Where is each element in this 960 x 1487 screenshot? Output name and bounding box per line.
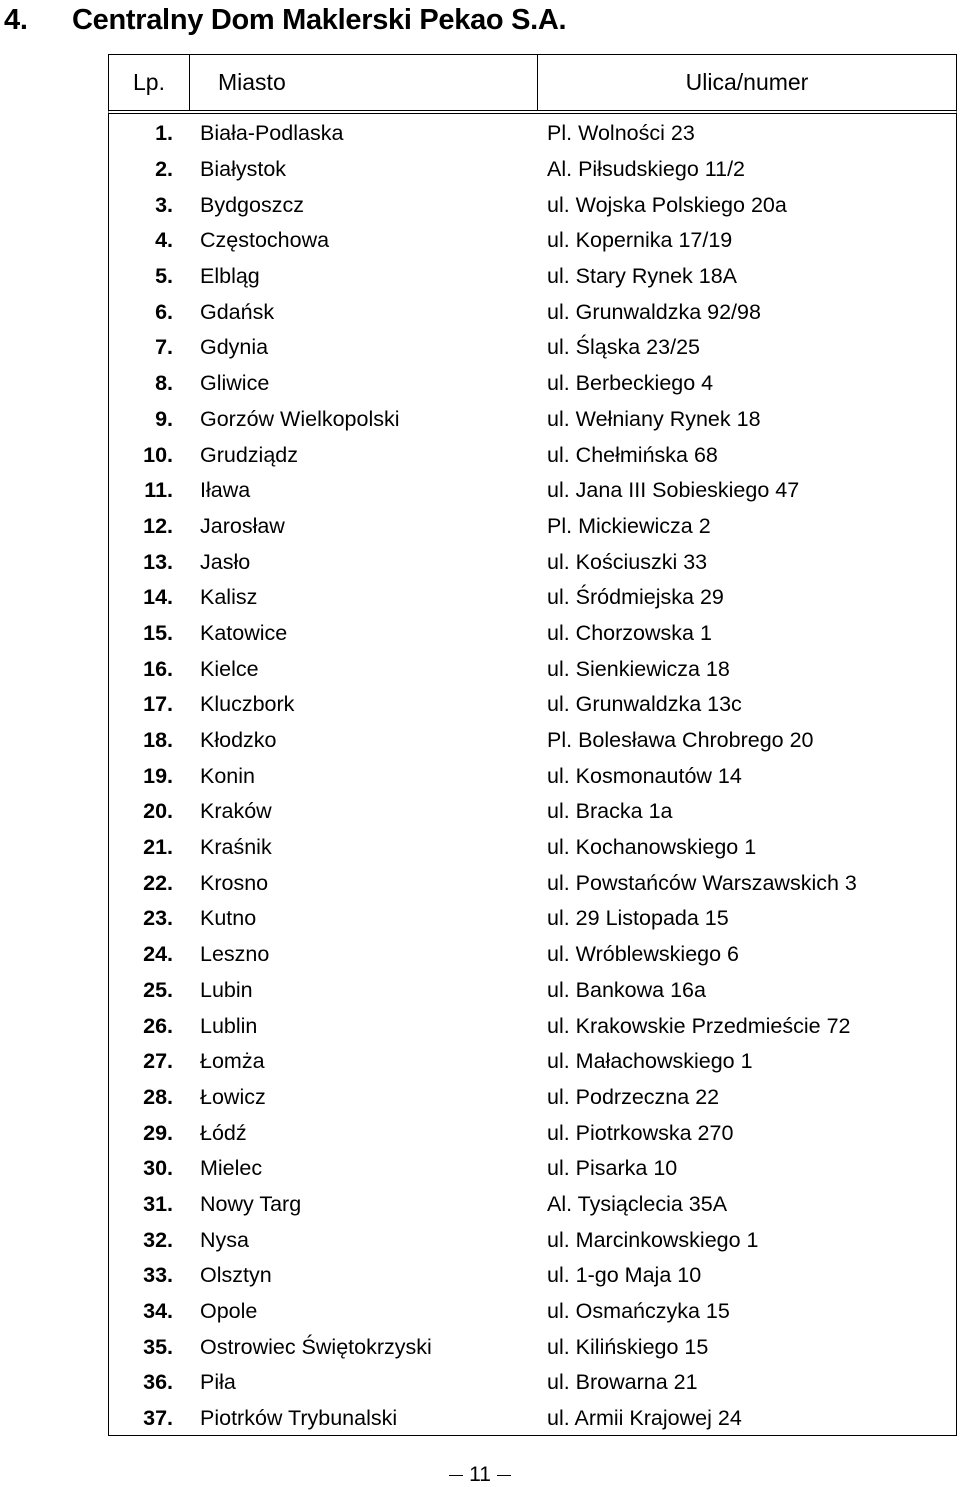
row-city: Nysa [200,1227,249,1252]
row-number: 32. [143,1227,173,1252]
row-number: 24. [143,942,173,967]
row-number: 8. [155,371,173,396]
row-number: 26. [143,1013,173,1038]
row-city: Kielce [200,656,259,681]
row-street: ul. Marcinkowskiego 1 [547,1227,759,1252]
row-city: Elbląg [200,264,260,289]
row-number: 4. [155,228,173,253]
table-row [109,1365,956,1401]
page-footer [0,1463,960,1487]
table-row [109,616,956,652]
row-city: Konin [200,763,255,788]
table-row [109,366,956,402]
row-city: Łowicz [200,1084,266,1109]
row-city: Kłodzko [200,728,277,753]
table-row [109,937,956,973]
row-number: 1. [155,121,173,146]
table-row [109,437,956,473]
table-row [109,1044,956,1080]
row-street: Al. Tysiąclecia 35A [547,1191,728,1216]
row-city: Kraśnik [200,835,272,860]
row-number: 19. [143,763,173,788]
row-street: ul. Małachowskiego 1 [547,1049,753,1074]
row-number: 27. [143,1049,173,1074]
section-number: 4. [4,4,28,36]
row-number: 25. [143,977,173,1002]
row-city: Jarosław [200,513,285,538]
row-street: ul. Osmańczyka 15 [547,1299,730,1324]
table-row [109,687,956,723]
row-street: ul. Bracka 1a [547,799,673,824]
row-number: 6. [155,299,173,324]
table-row [109,152,956,188]
row-number: 11. [144,478,173,503]
table-row [109,473,956,509]
table-row [109,294,956,330]
row-street: ul. 1-go Maja 10 [547,1263,702,1288]
row-number: 14. [143,585,173,610]
row-street: ul. Kochanowskiego 1 [547,835,757,860]
row-street: ul. Podrzeczna 22 [547,1084,720,1109]
row-city: Piła [200,1370,236,1395]
row-city: Mielec [200,1156,263,1181]
column-header-lp: Lp. [109,55,190,110]
footer-dash-right [497,1475,511,1476]
row-city: Gorzów Wielkopolski [200,406,400,431]
footer-dash-left [449,1475,463,1476]
row-city: Białystok [200,157,287,182]
row-number: 3. [155,192,173,217]
row-number: 5. [155,264,173,289]
row-street: ul. Piotrkowska 270 [547,1120,734,1145]
row-city: Olsztyn [200,1263,272,1288]
row-number: 20. [143,799,173,824]
branch-table [108,114,957,1436]
row-city: Krosno [200,870,269,895]
page-number: 11 [469,1463,491,1486]
table-row [109,259,956,295]
row-number: 21. [143,835,173,860]
row-city: Jasło [200,549,251,574]
row-city: Gdynia [200,335,269,360]
row-street: ul. Berbeckiego 4 [547,371,714,396]
row-street: ul. Śląska 23/25 [547,335,700,360]
row-number: 37. [143,1406,173,1431]
table-row [109,1222,956,1258]
table-row [109,1258,956,1294]
row-number: 12. [143,513,173,538]
table-row [109,509,956,545]
row-street: ul. 29 Listopada 15 [547,906,729,931]
row-city: Lublin [200,1013,258,1038]
table-row [109,794,956,830]
table-row [109,116,956,152]
row-number: 10. [143,442,173,467]
row-number: 17. [143,692,173,717]
row-street: Pl. Bolesława Chrobrego 20 [547,728,814,753]
row-number: 28. [143,1084,173,1109]
row-street: ul. Browarna 21 [547,1370,698,1395]
table-row [109,1080,956,1116]
row-city: Bydgoszcz [200,192,304,217]
row-street: ul. Chełmińska 68 [547,442,718,467]
row-number: 13. [143,549,173,574]
row-number: 36. [143,1370,173,1395]
row-number: 29. [143,1120,173,1145]
table-row [109,1115,956,1151]
column-header-street: Ulica/numer [685,69,809,95]
table-row [109,865,956,901]
row-number: 7. [155,335,173,360]
row-number: 30. [143,1156,173,1181]
row-street: ul. Pisarka 10 [547,1156,678,1181]
column-header-city: Miasto [190,55,538,110]
row-city: Kalisz [200,585,258,610]
table-row [109,973,956,1009]
table-row [109,223,956,259]
row-city: Nowy Targ [200,1191,302,1216]
row-street: ul. Powstańców Warszawskich 3 [547,870,857,895]
row-city: Lubin [200,977,253,1002]
row-street: ul. Sienkiewicza 18 [547,656,730,681]
table-row [109,1401,956,1437]
table-row [109,1329,956,1365]
row-number: 34. [143,1299,173,1324]
row-number: 35. [143,1334,173,1359]
row-number: 2. [155,157,173,182]
row-number: 33. [143,1263,173,1288]
table-row [109,402,956,438]
row-street: ul. Grunwaldzka 13c [547,692,742,717]
table-row [109,830,956,866]
row-city: Iława [200,478,251,503]
section-heading [4,2,566,38]
row-street: ul. Jana III Sobieskiego 47 [547,478,800,503]
row-city: Kluczbork [200,692,295,717]
table-row [109,1151,956,1187]
table-row [109,187,956,223]
row-street: ul. Wojska Polskiego 20a [547,192,787,217]
row-street: ul. Kosmonautów 14 [547,763,742,788]
row-street: ul. Śródmiejska 29 [547,585,724,610]
row-number: 16. [143,656,173,681]
row-street: ul. Bankowa 16a [547,977,706,1002]
row-street: ul. Krakowskie Przedmieście 72 [547,1013,851,1038]
table-row [109,1187,956,1223]
table-row [109,544,956,580]
row-number: 22. [143,870,173,895]
table-row [109,758,956,794]
table-row [109,651,956,687]
row-street: ul. Wróblewskiego 6 [547,942,739,967]
row-number: 18. [143,728,173,753]
table-row [109,723,956,759]
row-city: Leszno [200,942,270,967]
row-city: Piotrków Trybunalski [200,1406,398,1431]
row-street: ul. Wełniany Rynek 18 [547,406,761,431]
row-city: Ostrowiec Świętokrzyski [200,1334,432,1359]
table-row [109,580,956,616]
row-number: 15. [143,620,173,645]
row-street: ul. Kilińskiego 15 [547,1334,709,1359]
row-city: Katowice [200,620,288,645]
row-street: Al. Piłsudskiego 11/2 [547,157,745,182]
table-row [109,330,956,366]
row-street: ul. Stary Rynek 18A [547,264,738,289]
section-title: Centralny Dom Maklerski Pekao S.A. [72,4,567,36]
row-city: Kutno [200,906,257,931]
row-street: Pl. Wolności 23 [547,121,695,146]
table-header [108,54,957,114]
row-city: Grudziądz [200,442,298,467]
row-city: Częstochowa [200,228,330,253]
table-row [109,1008,956,1044]
row-street: ul. Grunwaldzka 92/98 [547,299,761,324]
row-number: 9. [155,406,173,431]
table-row [109,1294,956,1330]
row-street: ul. Chorzowska 1 [547,620,712,645]
row-city: Biała-Podlaska [200,121,344,146]
row-city: Gliwice [200,371,270,396]
row-number: 31. [143,1191,173,1216]
table-row [109,901,956,937]
row-city: Opole [200,1299,258,1324]
row-number: 23. [143,906,173,931]
row-street: ul. Kościuszki 33 [547,549,708,574]
row-city: Łódź [200,1120,247,1145]
row-street: ul. Armii Krajowej 24 [547,1406,742,1431]
row-city: Łomża [200,1049,265,1074]
row-street: Pl. Mickiewicza 2 [547,513,711,538]
row-city: Kraków [200,799,272,824]
row-street: ul. Kopernika 17/19 [547,228,733,253]
row-city: Gdańsk [200,299,275,324]
